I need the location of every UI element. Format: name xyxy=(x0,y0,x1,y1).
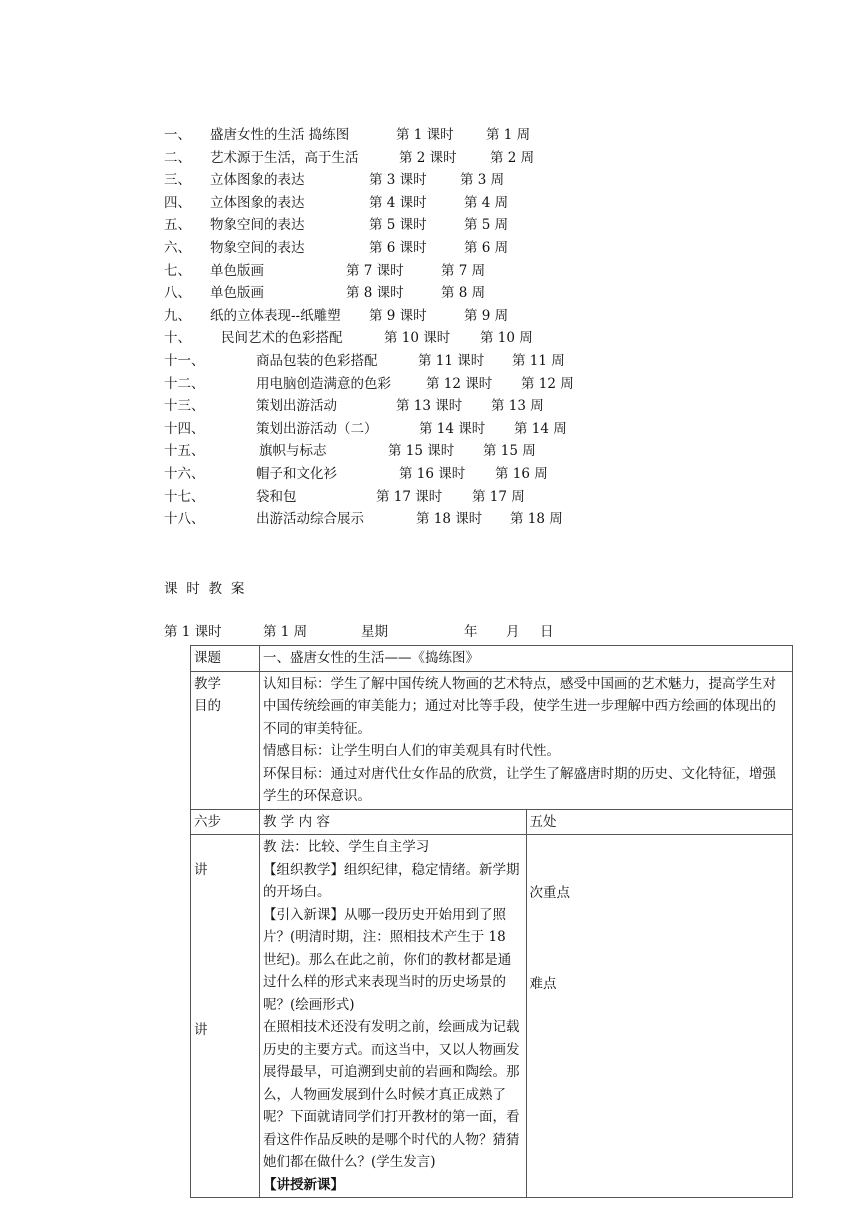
schedule-week: 第 10 周 xyxy=(480,330,533,347)
content-paragraph: 【组织教学】组织纪律，稳定情绪。新学期的开场白。 xyxy=(263,861,520,900)
schedule-lesson: 第 6 课时 xyxy=(369,239,427,256)
schedule-title: 用电脑创造满意的色彩 xyxy=(256,375,391,392)
goals-row xyxy=(191,671,793,809)
schedule-number: 一、 xyxy=(164,127,191,143)
schedule-lesson: 第 16 课时 xyxy=(399,465,466,482)
schedule-title: 民间艺术的色彩搭配 xyxy=(221,330,343,347)
schedule-number: 十四、 xyxy=(164,420,205,437)
schedule-lesson: 第 3 课时 xyxy=(369,172,427,189)
schedule-number: 十七、 xyxy=(164,488,205,505)
content-paragraph: 在照相技术还没有发明之前，绘画成为记载历史的主要方式。而这当中，又以人物画发展得最早，可追溯到史前的岩画和陶绘。那么，人物画发展到什么时候才真正成熟了呢？下面就请同学们打开教材的第一面，看看这件作品反映的是哪个时代的人物？猜猜她们都在做什么？(学生发言) xyxy=(263,1019,520,1170)
meta-week: 第 1 周 xyxy=(263,624,308,640)
goal-label-line: 目的 xyxy=(194,698,221,714)
schedule-week: 第 1 周 xyxy=(486,127,531,143)
topic-row xyxy=(191,646,793,672)
schedule-lesson: 第 17 课时 xyxy=(376,488,443,505)
schedule-number: 十一、 xyxy=(164,352,205,369)
steps-cell xyxy=(191,835,260,1198)
schedule-lesson: 第 15 课时 xyxy=(388,443,455,460)
schedule-week: 第 17 周 xyxy=(472,488,525,505)
schedule-week: 第 13 周 xyxy=(491,398,544,415)
schedule-title: 立体图象的表达 xyxy=(210,172,305,189)
steps-header: 六步 xyxy=(191,809,260,835)
goals-cell xyxy=(260,671,793,809)
schedule-week: 第 18 周 xyxy=(510,511,563,528)
schedule-week: 第 15 周 xyxy=(483,443,536,460)
goal-label xyxy=(191,671,260,809)
schedule-title: 盛唐女性的生活 捣练图 xyxy=(210,127,350,143)
step-label: 讲 xyxy=(194,862,208,878)
schedule-title: 策划出游活动 xyxy=(256,398,337,415)
topic-label: 课题 xyxy=(191,646,260,672)
content-paragraph: 教 法：比较、学生自主学习 xyxy=(263,839,430,855)
content-cell xyxy=(260,835,527,1198)
schedule-lesson: 第 13 课时 xyxy=(396,398,463,415)
schedule-number: 六、 xyxy=(164,239,191,256)
schedule-lesson: 第 1 课时 xyxy=(396,127,454,143)
lesson-plan-table xyxy=(190,645,793,1198)
schedule-week: 第 7 周 xyxy=(441,262,486,279)
schedule-title: 帽子和文化衫 xyxy=(256,465,337,482)
schedule-number: 八、 xyxy=(164,285,191,302)
note-label: 难点 xyxy=(529,976,557,992)
content-paragraph: 【讲授新课】 xyxy=(263,1176,344,1193)
schedule-week: 第 16 周 xyxy=(495,465,548,482)
schedule-week: 第 2 周 xyxy=(490,149,535,166)
schedule-lesson: 第 2 课时 xyxy=(399,149,457,166)
schedule-lesson: 第 11 课时 xyxy=(418,352,485,369)
schedule-lesson: 第 14 课时 xyxy=(419,420,486,437)
notes-header: 五处 xyxy=(526,809,793,835)
schedule-title: 立体图象的表达 xyxy=(210,194,305,211)
schedule-week: 第 14 周 xyxy=(514,420,567,437)
schedule-title: 纸的立体表现--纸雕塑 xyxy=(210,307,341,324)
meta-day: 日 xyxy=(540,624,554,640)
schedule-number: 十八、 xyxy=(164,511,205,528)
schedule-title: 单色版画 xyxy=(210,262,264,279)
schedule-title: 策划出游活动（二） xyxy=(256,420,378,437)
schedule-lesson: 第 4 课时 xyxy=(369,194,427,211)
meta-month: 月 xyxy=(506,624,520,640)
schedule-number: 十二、 xyxy=(164,375,205,392)
content-header: 教 学 内 容 xyxy=(260,809,527,835)
schedule-title: 袋和包 xyxy=(256,488,297,505)
goal-cognitive: 认知目标：学生了解中国传统人物画的艺术特点，感受中国画的艺术魅力，提高学生对中国传统绘画的审美能力；通过对比等手段，使学生进一步理解中西方绘画的体现出的不同的审美特征。 xyxy=(263,675,776,737)
schedule-lesson: 第 18 课时 xyxy=(416,511,483,528)
note-label: 次重点 xyxy=(529,885,570,901)
step-label: 讲 xyxy=(194,1022,208,1038)
schedule-lesson: 第 10 课时 xyxy=(384,330,451,347)
schedule-number: 十六、 xyxy=(164,465,205,482)
schedule-number: 三、 xyxy=(164,172,191,189)
schedule-title: 商品包装的色彩搭配 xyxy=(256,352,378,369)
schedule-number: 十、 xyxy=(164,330,191,347)
schedule-week: 第 9 周 xyxy=(464,307,509,324)
schedule-number: 十五、 xyxy=(164,443,205,460)
section-title: 课时教案 xyxy=(164,581,254,597)
schedule-week: 第 8 周 xyxy=(441,285,486,302)
schedule-lesson: 第 9 课时 xyxy=(369,307,427,324)
lesson-meta-line xyxy=(164,622,764,642)
meta-year: 年 xyxy=(464,624,478,640)
schedule-lesson: 第 12 课时 xyxy=(426,375,493,392)
schedule-week: 第 6 周 xyxy=(464,239,509,256)
notes-cell xyxy=(526,835,793,1198)
meta-lesson: 第 1 课时 xyxy=(164,624,222,640)
header-row xyxy=(191,809,793,835)
schedule-lesson: 第 7 课时 xyxy=(346,262,404,279)
schedule-title: 艺术源于生活，高于生活 xyxy=(210,149,359,166)
schedule-week: 第 4 周 xyxy=(464,194,509,211)
schedule-week: 第 12 周 xyxy=(521,375,574,392)
schedule-lesson: 第 8 课时 xyxy=(346,285,404,302)
topic-value: 一、盛唐女性的生活——《捣练图》 xyxy=(260,646,793,672)
schedule-number: 九、 xyxy=(164,307,191,324)
schedule-week: 第 3 周 xyxy=(460,172,505,189)
goal-label-line: 教学 xyxy=(194,675,221,692)
schedule-title: 物象空间的表达 xyxy=(210,217,305,234)
meta-weekday: 星期 xyxy=(361,624,388,640)
schedule-title: 单色版画 xyxy=(210,285,264,302)
schedule-number: 十三、 xyxy=(164,398,205,415)
schedule-number: 二、 xyxy=(164,149,191,166)
content-paragraph: 【引入新课】从哪一段历史开始用到了照片？(明清时期，注：照相技术产生于 18 世纪)。那么在此之前，你们的教材都是通过什么样的形式来表现当时的历史场景的呢？(绘画形式) xyxy=(263,906,512,1013)
schedule-title: 出游活动综合展示 xyxy=(256,511,364,528)
schedule-lesson: 第 5 课时 xyxy=(369,217,427,234)
schedule-number: 四、 xyxy=(164,194,191,211)
goal-emotional: 情感目标：让学生明白人们的审美观具有时代性。 xyxy=(263,743,560,759)
schedule-title: 物象空间的表达 xyxy=(210,239,305,256)
schedule-week: 第 11 周 xyxy=(512,352,565,369)
schedule-number: 七、 xyxy=(164,262,191,279)
content-row xyxy=(191,835,793,1198)
schedule-week: 第 5 周 xyxy=(464,217,509,234)
schedule-title: 旗帜与标志 xyxy=(259,443,327,460)
goal-environmental: 环保目标：通过对唐代仕女作品的欣赏，让学生了解盛唐时期的历史、文化特征，增强学生的环保意识。 xyxy=(263,765,776,804)
schedule-number: 五、 xyxy=(164,217,191,234)
